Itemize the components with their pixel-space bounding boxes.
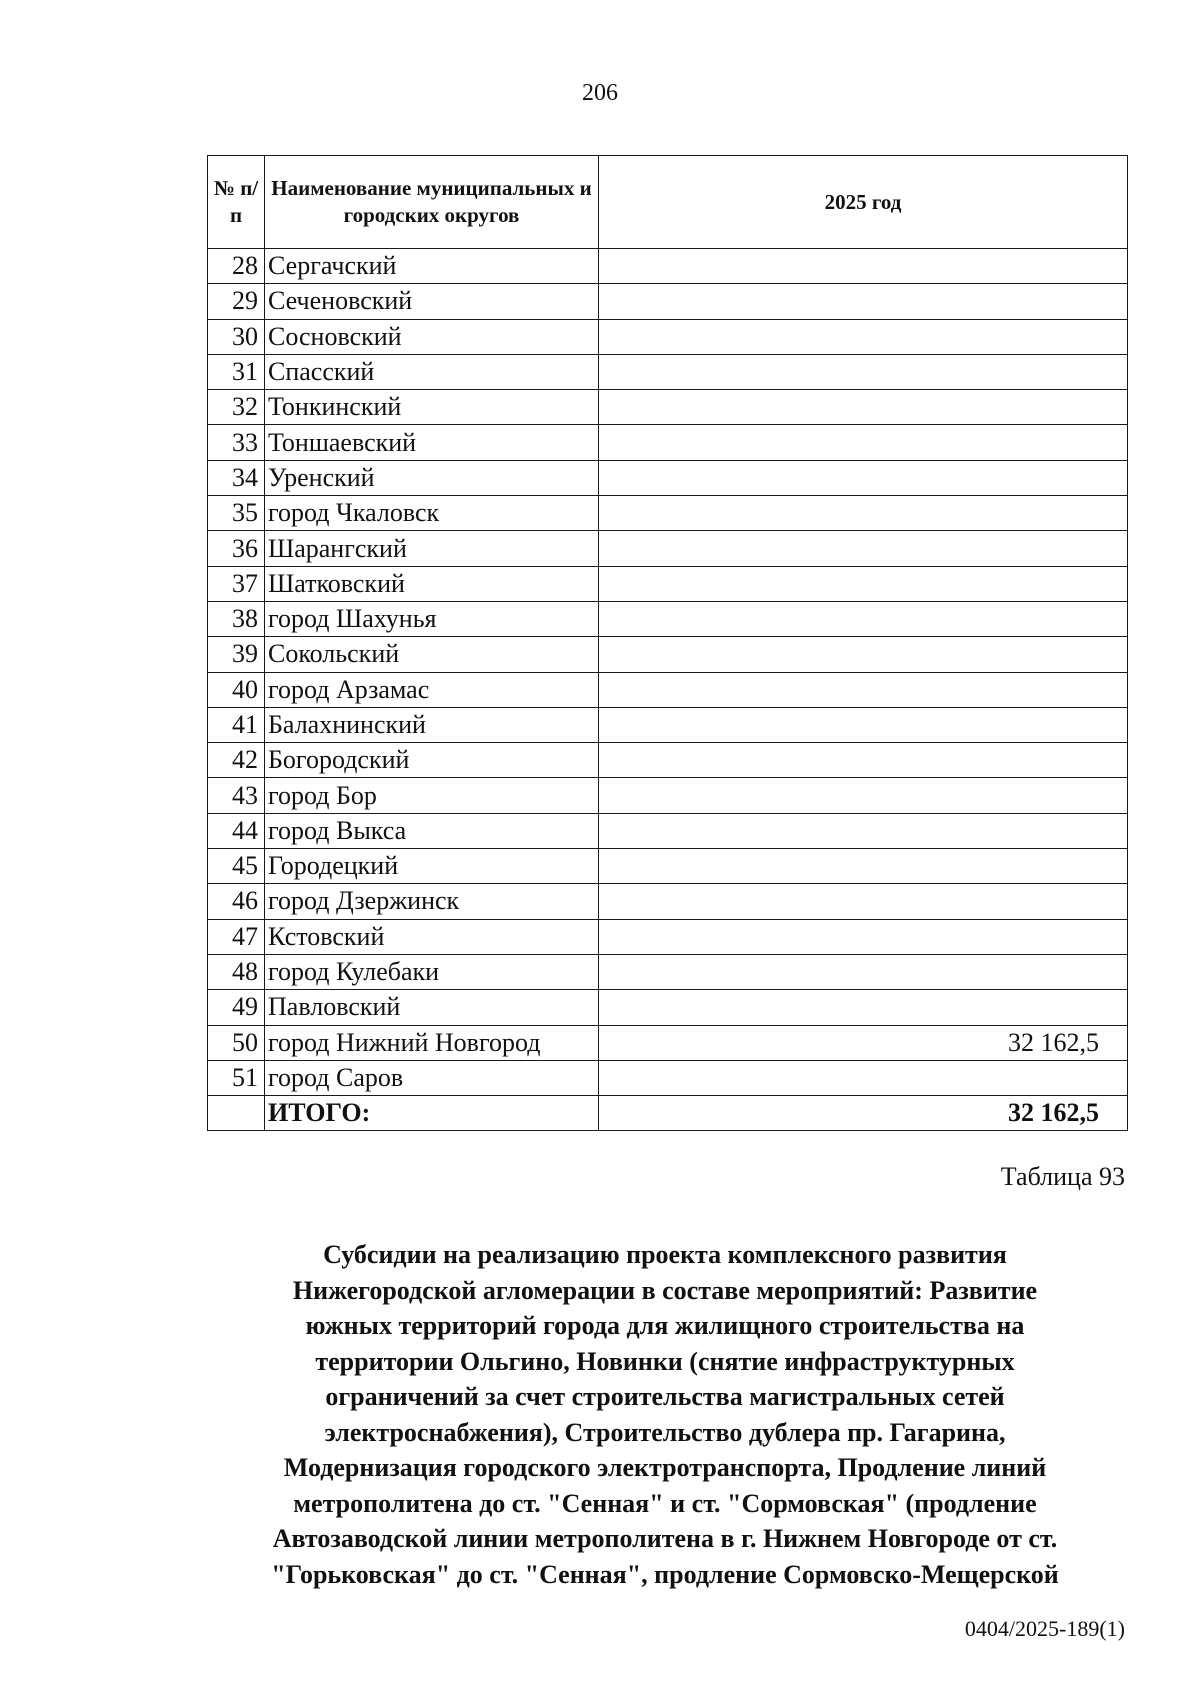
table-row xyxy=(208,390,1128,425)
table-header-row xyxy=(208,156,1128,249)
row-number: 35 xyxy=(208,496,265,531)
row-number: 47 xyxy=(208,919,265,954)
row-number: 33 xyxy=(208,425,265,460)
row-number: 34 xyxy=(208,460,265,495)
total-label: ИТОГО: xyxy=(265,1096,599,1131)
table-row xyxy=(208,566,1128,601)
table-row xyxy=(208,813,1128,848)
row-number: 38 xyxy=(208,601,265,636)
row-value xyxy=(599,319,1128,354)
table-row xyxy=(208,919,1128,954)
section-title xyxy=(200,1237,1130,1592)
row-number: 31 xyxy=(208,354,265,389)
row-value xyxy=(599,425,1128,460)
total-num-cell xyxy=(208,1096,265,1131)
table-row xyxy=(208,990,1128,1025)
row-value xyxy=(599,849,1128,884)
table-row xyxy=(208,460,1128,495)
row-name: Сергачский xyxy=(265,249,599,284)
table-row xyxy=(208,954,1128,989)
row-name: Балахнинский xyxy=(265,707,599,742)
row-value xyxy=(599,460,1128,495)
row-value xyxy=(599,990,1128,1025)
row-name: Сокольский xyxy=(265,637,599,672)
table-row xyxy=(208,707,1128,742)
row-value xyxy=(599,496,1128,531)
row-name: город Чкаловск xyxy=(265,496,599,531)
section-title-line: ограничений за счет строительства магистральных сетей xyxy=(325,1382,1005,1411)
section-title-line: Нижегородской агломерации в составе мероприятий: Развитие xyxy=(292,1275,1038,1305)
row-name: город Выкса xyxy=(265,813,599,848)
row-value xyxy=(599,672,1128,707)
table-row xyxy=(208,601,1128,636)
row-value xyxy=(599,390,1128,425)
total-row xyxy=(208,1096,1128,1131)
row-number: 48 xyxy=(208,954,265,989)
row-value xyxy=(599,601,1128,636)
section-title-line: территории Ольгино, Новинки (снятие инфраструктурных xyxy=(315,1346,1015,1376)
section-title-line: метрополитена до ст. "Сенная" и ст. "Сормовская" (продление xyxy=(293,1488,1037,1518)
table-row xyxy=(208,249,1128,284)
row-value xyxy=(599,1060,1128,1095)
row-value xyxy=(599,284,1128,319)
row-number: 29 xyxy=(208,284,265,319)
table-row xyxy=(208,637,1128,672)
row-name: Шатковский xyxy=(265,566,599,601)
row-number: 42 xyxy=(208,743,265,778)
row-name: Городецкий xyxy=(265,849,599,884)
row-name: Спасский xyxy=(265,354,599,389)
row-name: Тоншаевский xyxy=(265,425,599,460)
row-name: город Саров xyxy=(265,1060,599,1095)
table-row xyxy=(208,1025,1128,1060)
subsidy-table xyxy=(207,155,1128,1131)
row-number: 28 xyxy=(208,249,265,284)
row-value xyxy=(599,813,1128,848)
table-row xyxy=(208,496,1128,531)
table-body xyxy=(208,249,1128,1131)
section-title-line: Субсидии на реализацию проекта комплексного развития xyxy=(323,1240,1007,1269)
section-title-line: Автозаводской линии метрополитена в г. Нижнем Новгороде от ст. xyxy=(272,1524,1058,1553)
total-value: 32 162,5 xyxy=(599,1096,1128,1131)
row-name: город Шахунья xyxy=(265,601,599,636)
document-code: 0404/2025-189(1) xyxy=(964,1616,1125,1641)
section-title-line: "Горьковская" до ст. "Сенная", продление Сормовско-Мещерской xyxy=(271,1559,1059,1589)
row-name: Уренский xyxy=(265,460,599,495)
row-value xyxy=(599,884,1128,919)
row-name: город Бор xyxy=(265,778,599,813)
table-row xyxy=(208,354,1128,389)
row-number: 43 xyxy=(208,778,265,813)
row-name: Кстовский xyxy=(265,919,599,954)
row-value xyxy=(599,249,1128,284)
row-name: город Арзамас xyxy=(265,672,599,707)
table-row xyxy=(208,849,1128,884)
row-number: 40 xyxy=(208,672,265,707)
row-number: 37 xyxy=(208,566,265,601)
section-title-line: южных территорий города для жилищного строительства на xyxy=(305,1311,1025,1340)
row-name: город Дзержинск xyxy=(265,884,599,919)
row-value xyxy=(599,778,1128,813)
row-value: 32 162,5 xyxy=(599,1025,1128,1060)
row-value xyxy=(599,743,1128,778)
row-number: 41 xyxy=(208,707,265,742)
row-number: 49 xyxy=(208,990,265,1025)
table-row xyxy=(208,531,1128,566)
row-number: 36 xyxy=(208,531,265,566)
row-name: Сеченовский xyxy=(265,284,599,319)
row-value xyxy=(599,354,1128,389)
row-number: 32 xyxy=(208,390,265,425)
section-title-line: Модернизация городского электротранспорта, Продление линий xyxy=(283,1453,1047,1482)
row-name: город Нижний Новгород xyxy=(265,1025,599,1060)
header-name: Наименование муниципальных и городских округов xyxy=(265,156,599,249)
row-value xyxy=(599,531,1128,566)
header-year: 2025 год xyxy=(599,156,1128,249)
row-number: 39 xyxy=(208,637,265,672)
row-number: 30 xyxy=(208,319,265,354)
table-label: Таблица 93 xyxy=(1000,1162,1125,1191)
row-name: Павловский xyxy=(265,990,599,1025)
row-number: 51 xyxy=(208,1060,265,1095)
section-title-line: электроснабжения), Строительство дублера пр. Гагарина, xyxy=(324,1417,1006,1447)
row-value xyxy=(599,707,1128,742)
row-number: 45 xyxy=(208,849,265,884)
table-row xyxy=(208,1060,1128,1095)
row-number: 50 xyxy=(208,1025,265,1060)
row-number: 44 xyxy=(208,813,265,848)
table-row xyxy=(208,884,1128,919)
page-number: 206 xyxy=(582,80,618,106)
header-num: № п/п xyxy=(208,156,265,249)
table-row xyxy=(208,778,1128,813)
row-name: Сосновский xyxy=(265,319,599,354)
table-row xyxy=(208,284,1128,319)
row-value xyxy=(599,919,1128,954)
table-row xyxy=(208,319,1128,354)
row-name: Богородский xyxy=(265,743,599,778)
row-value xyxy=(599,954,1128,989)
row-name: Тонкинский xyxy=(265,390,599,425)
table-row xyxy=(208,425,1128,460)
row-value xyxy=(599,637,1128,672)
table-row xyxy=(208,672,1128,707)
row-name: Шарангский xyxy=(265,531,599,566)
row-value xyxy=(599,566,1128,601)
row-number: 46 xyxy=(208,884,265,919)
table-row xyxy=(208,743,1128,778)
row-name: город Кулебаки xyxy=(265,954,599,989)
